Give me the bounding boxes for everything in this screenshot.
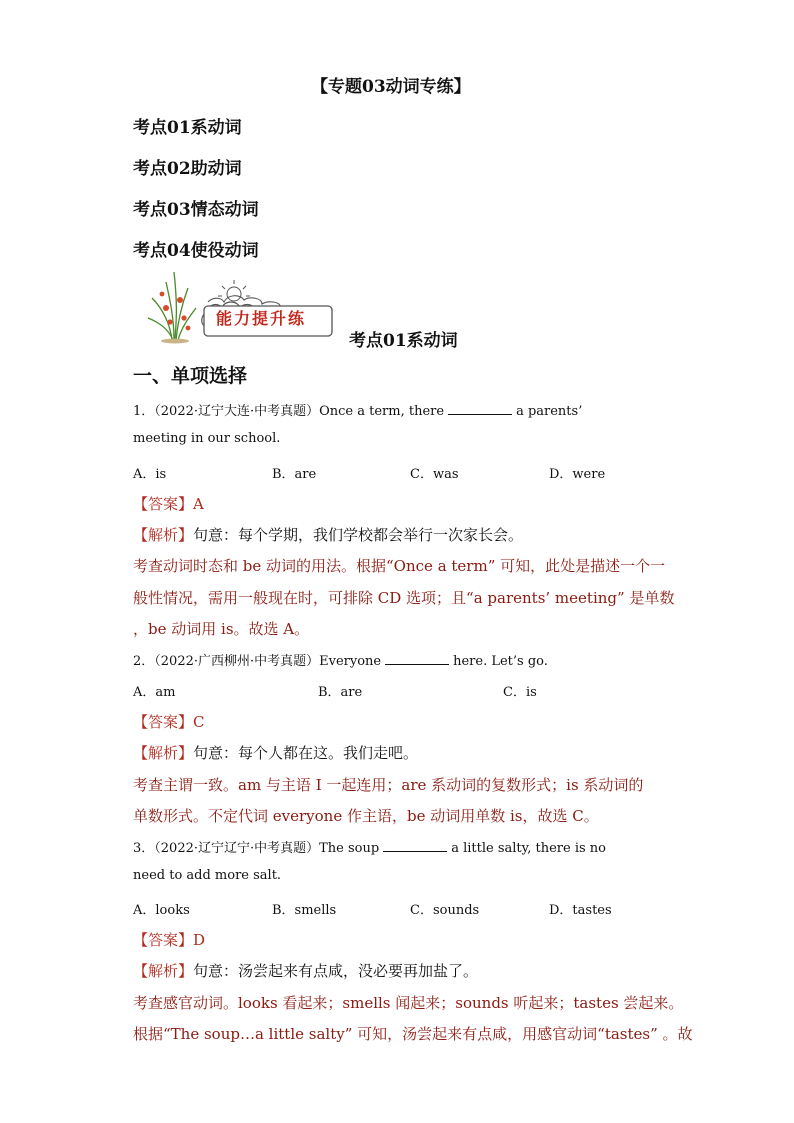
- doc-title: 【专题03动词专练】: [311, 77, 471, 97]
- q2-analysis-label: 【解析】: [133, 744, 194, 762]
- q3-option-a: A．looks: [133, 903, 190, 918]
- toc-item-4: 考点04使役动词: [133, 241, 259, 261]
- q2-option-b: B．are: [318, 685, 363, 700]
- q2-analysis: [133, 742, 418, 763]
- q2-answer: 【答案】C: [133, 713, 205, 731]
- section-heading: 考点01系动词: [349, 331, 458, 351]
- q2-option-a: A．am: [133, 685, 176, 700]
- q3-explanation-1: 考查感官动词。looks 看起来；smells 闻起来；sounds 听起来；tastes 尝起来。: [133, 994, 684, 1012]
- banner-text: 能力提升练: [216, 309, 307, 328]
- q2-analysis-text: 句意：每个人都在这。我们走吧。: [193, 744, 419, 762]
- q1-stem: [133, 400, 582, 419]
- q3-stem-part1: 3．（2022·辽宁辽宁·中考真题）The soup: [133, 841, 380, 856]
- q1-analysis: [133, 524, 523, 545]
- q3-stem: [133, 837, 606, 856]
- q2-blank: [385, 653, 449, 665]
- q2-stem: [133, 650, 548, 669]
- q3-analysis-text: 句意：汤尝起来有点咸，没必要再加盐了。: [193, 962, 479, 980]
- q3-analysis-label: 【解析】: [133, 962, 194, 980]
- q1-explanation-3: ，be 动词用 is。故选 A。: [133, 620, 310, 638]
- q3-analysis: [133, 960, 478, 981]
- q2-explanation-2: 单数形式。不定代词 everyone 作主语，be 动词用单数 is，故选 C。: [133, 807, 599, 825]
- toc-item-2: 考点02助动词: [133, 159, 242, 179]
- q1-analysis-text: 句意：每个学期，我们学校都会举行一次家长会。: [193, 526, 524, 544]
- q1-option-d: D．were: [549, 467, 606, 482]
- q1-option-c: C．was: [410, 467, 459, 482]
- q1-explanation-1: 考查动词时态和 be 动词的用法。根据“Once a term” 可知，此处是描述一个一: [133, 557, 666, 575]
- q3-option-b: B．smells: [272, 903, 337, 918]
- q3-explanation-2: 根据“The soup…a little salty” 可知，汤尝起来有点咸，用感官动词“tastes” 。故: [133, 1025, 693, 1043]
- q1-analysis-label: 【解析】: [133, 526, 194, 544]
- q2-stem-part1: 2．（2022·广西柳州·中考真题）Everyone: [133, 654, 382, 669]
- q1-option-a: A．is: [133, 467, 167, 482]
- q1-answer: 【答案】A: [133, 495, 204, 513]
- q1-stem-line2: meeting in our school.: [133, 431, 281, 446]
- q3-stem-line2: need to add more salt.: [133, 868, 282, 883]
- q1-stem-part2: a parents’: [516, 404, 583, 419]
- q2-stem-part2: here. Let’s go.: [453, 654, 548, 669]
- q1-stem-part1: 1．（2022·辽宁大连·中考真题）Once a term, there: [133, 404, 445, 419]
- q3-option-d: D．tastes: [549, 903, 612, 918]
- q1-explanation-2: 般性情况，需用一般现在时，可排除 CD 选项；且“a parents’ meeting” 是单数: [133, 589, 675, 607]
- q3-stem-part2: a little salty, there is no: [451, 841, 606, 856]
- ability-banner: [144, 268, 339, 344]
- q2-explanation-1: 考查主谓一致。am 与主语 I 一起连用；are 系动词的复数形式；is 系动词的: [133, 776, 644, 794]
- part-heading: 一、单项选择: [133, 365, 248, 387]
- q1-blank: [448, 403, 512, 415]
- toc-item-3: 考点03情态动词: [133, 200, 259, 220]
- toc-item-1: 考点01系动词: [133, 118, 242, 138]
- q3-answer: 【答案】D: [133, 931, 206, 949]
- q2-option-c: C．is: [503, 685, 537, 700]
- q3-option-c: C．sounds: [410, 903, 480, 918]
- q3-blank: [383, 840, 447, 852]
- q1-option-b: B．are: [272, 467, 317, 482]
